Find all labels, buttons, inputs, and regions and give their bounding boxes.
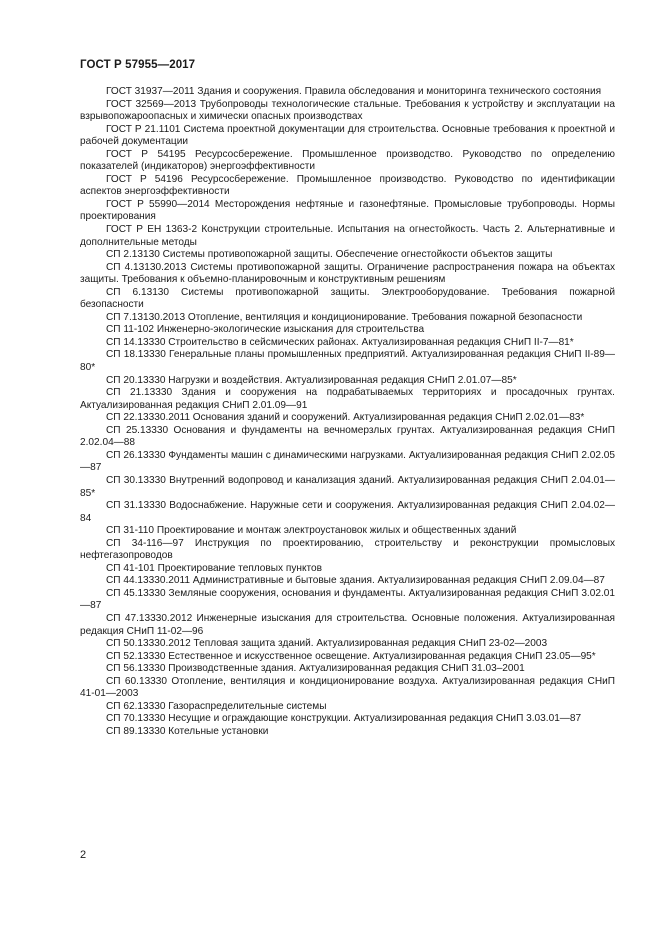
reference-item: СП 4.13130.2013 Системы противопожарной защиты. Ограничение распространения пожара на объектах защиты. Требования к объемно-планировочным и конструктивным решениям bbox=[80, 261, 615, 286]
reference-item: СП 6.13130 Системы противопожарной защиты. Электрооборудование. Требования пожарной безопасности bbox=[80, 286, 615, 311]
reference-item: СП 50.13330.2012 Тепловая защита зданий. Актуализированная редакция СНиП 23-02—2003 bbox=[106, 638, 548, 650]
page-number: 2 bbox=[80, 849, 87, 861]
reference-item: ГОСТ Р ЕН 1363-2 Конструкции строительные. Испытания на огнестойкость. Часть 2. Альтернативные и дополнительные методы bbox=[80, 224, 615, 248]
reference-item: СП 41-101 Проектирование тепловых пунктов bbox=[106, 562, 322, 574]
reference-item: СП 56.13330 Производственные здания. Актуализированная редакция СНиП 31.03–2001 bbox=[106, 663, 525, 675]
reference-item: СП 31-110 Проектирование и монтаж электроустановок жилых и общественных зданий bbox=[106, 525, 517, 537]
reference-item: СП 26.13330 Фундаменты машин с динамическими нагрузками. Актуализированная редакция СНиП 2.02.05—87 bbox=[80, 449, 615, 474]
reference-item: СП 60.13330 Отопление, вентиляция и кондиционирование воздуха. Актуализированная редакция СНиП 41-01—2003 bbox=[80, 675, 615, 700]
reference-item: ГОСТ Р 54195 Ресурсосбережение. Промышленное производство. Руководство по определению показателей (индикаторов) энергоэффективности bbox=[80, 148, 615, 173]
reference-item: СП 25.13330 Основания и фундаменты на вечномерзлых грунтах. Актуализированная редакция СНиП 2.02.04—88 bbox=[80, 424, 615, 449]
reference-item: СП 70.13330 Несущие и ограждающие конструкции. Актуализированная редакция СНиП 3.03.01—87 bbox=[106, 713, 582, 725]
reference-item: СП 30.13330 Внутренний водопровод и канализация зданий. Актуализированная редакция СНиП 2.04.01—85* bbox=[80, 474, 615, 499]
reference-item: СП 21.13330 Здания и сооружения на подрабатываемых территориях и просадочных грунтах. Актуализированная редакция СНиП 2.01.09—91 bbox=[80, 387, 615, 411]
reference-item: СП 47.13330.2012 Инженерные изыскания для строительства. Основные положения. Актуализированная редакция СНиП 11-02—96 bbox=[80, 612, 615, 637]
reference-item: СП 22.13330.2011 Основания зданий и сооружений. Актуализированная редакция СНиП 2.02.01—83* bbox=[106, 412, 585, 424]
normative-references-list bbox=[80, 86, 615, 738]
reference-item: СП 20.13330 Нагрузки и воздействия. Актуализированная редакция СНиП 2.01.07—85* bbox=[106, 374, 517, 386]
reference-item: СП 11-102 Инженерно-экологические изыскания для строительства bbox=[106, 324, 425, 336]
reference-item: ГОСТ Р 55990—2014 Месторождения нефтяные и газонефтяные. Промысловые трубопроводы. Нормы проектирования bbox=[80, 198, 615, 223]
reference-item: СП 31.13330 Водоснабжение. Наружные сети и сооружения. Актуализированная редакция СНиП 2.04.02—84 bbox=[80, 500, 615, 524]
reference-item: СП 2.13130 Системы противопожарной защиты. Обеспечение огнестойкости объектов защиты bbox=[106, 249, 553, 261]
reference-item: ГОСТ 32569—2013 Трубопроводы технологические стальные. Требования к устройству и эксплуатации на взрывопожароопасных и химически опасных производствах bbox=[80, 98, 615, 123]
reference-item: СП 89.13330 Котельные установки bbox=[106, 725, 269, 737]
reference-item: СП 45.13330 Земляные сооружения, основания и фундаменты. Актуализированная редакция СНиП 3.02.01—87 bbox=[80, 587, 615, 612]
reference-item: СП 52.13330 Естественное и искусственное освещение. Актуализированная редакция СНиП 23.05—95* bbox=[106, 650, 596, 662]
reference-item: СП 44.13330.2011 Административные и бытовые здания. Актуализированная редакция СНиП 2.09.04—87 bbox=[106, 575, 605, 587]
reference-item: ГОСТ Р 54196 Ресурсосбережение. Промышленное производство. Руководство по идентификации аспектов энергоэффективности bbox=[80, 173, 615, 198]
reference-item: СП 7.13130.2013 Отопление, вентиляция и кондиционирование. Требования пожарной безопасности bbox=[106, 311, 583, 323]
reference-item: СП 62.13330 Газораспределительные системы bbox=[106, 700, 327, 712]
reference-item: СП 14.13330 Строительство в сейсмических районах. Актуализированная редакция СНиП II-7—81* bbox=[106, 336, 574, 348]
reference-item: СП 34-116—97 Инструкция по проектированию, строительству и реконструкции промысловых нефтегазопроводов bbox=[80, 537, 615, 562]
standard-designation: ГОСТ Р 57955—2017 bbox=[80, 59, 196, 71]
reference-item: ГОСТ 31937—2011 Здания и сооружения. Правила обследования и мониторинга технического состояния bbox=[106, 86, 602, 97]
reference-item: ГОСТ Р 21.1101 Система проектной документации для строительства. Основные требования к проектной и рабочей документации bbox=[80, 123, 615, 148]
reference-item: СП 18.13330 Генеральные планы промышленных предприятий. Актуализированная редакция СНиП II-89—80* bbox=[80, 349, 615, 374]
